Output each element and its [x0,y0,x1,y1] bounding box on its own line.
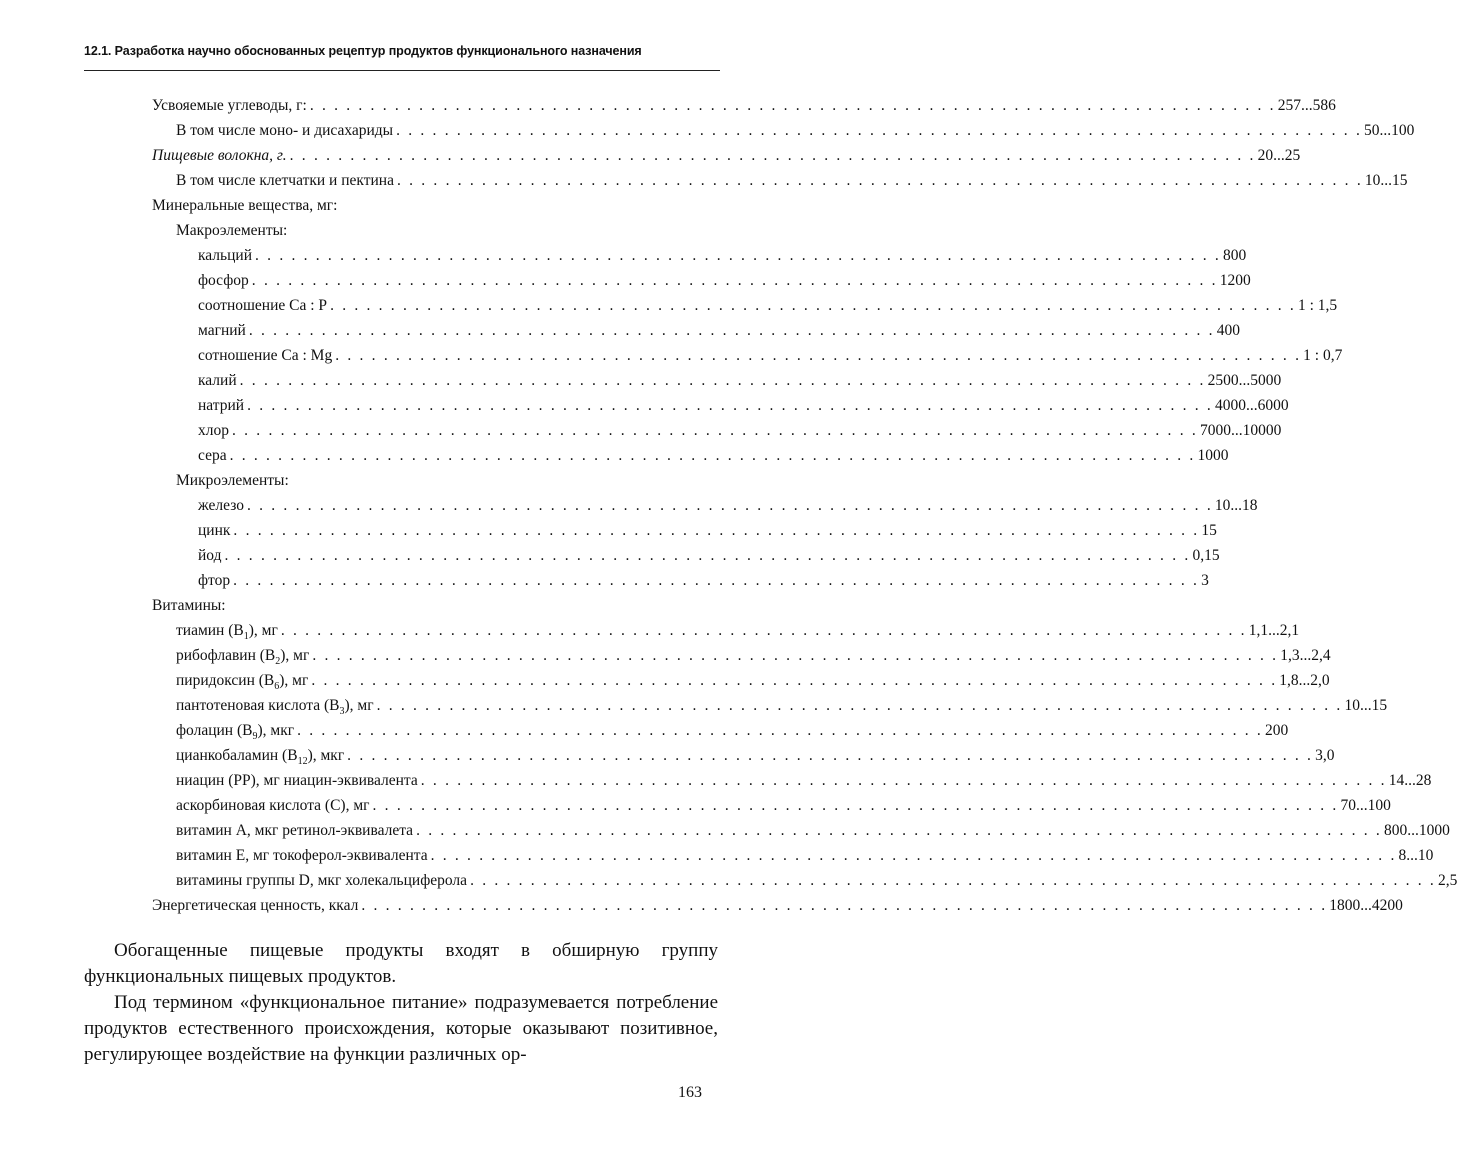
nutrient-row [198,569,1209,593]
nutrient-label: калий [198,372,237,389]
dot-leader: . . . . . . . . . . . . . . . . . . . . . . . . . . . . . . . . . . . . . . . . . . . . . . . . . . . . . . . . . . . . . . . . . . . . . . . . . . . . . . . . [470,872,1436,889]
nutrient-row [198,519,1217,543]
nutrient-row [198,319,1241,343]
nutrient-row [176,794,1391,818]
dot-leader: . . . . . . . . . . . . . . . . . . . . . . . . . . . . . . . . . . . . . . . . . . . . . . . . . . . . . . . . . . . . . . . . . . . . . . . . . . . . . . . . [312,647,1279,664]
nutrient-label: цианкобаламин $(B_{12})$, мкг [176,747,345,768]
nutrient-row [176,694,1388,718]
nutrient-value: 4000...6000 [1215,397,1289,414]
nutrient-row [176,844,1434,868]
nutrient-value: 14...28 [1388,772,1432,789]
nutrient-label: Минеральные вещества, мг: [152,197,338,214]
nutrient-value: 8...10 [1398,847,1434,864]
nutrient-row [176,219,287,243]
nutrient-value: 1,1...2,1 [1248,622,1300,639]
dot-leader: . . . . . . . . . . . . . . . . . . . . . . . . . . . . . . . . . . . . . . . . . . . . . . . . . . . . . . . . . . . . . . . . . . . . . . . . . . . . . . . . [280,622,1247,639]
nutrient-label: Усвояемые углеводы, г: [152,97,307,114]
nutrient-value: 15 [1201,522,1217,539]
nutrient-label: аскорбиновая кислота (C), мг [176,797,370,814]
nutrient-value: 7000...10000 [1199,422,1282,439]
nutrient-row [198,419,1282,443]
dot-leader: . . . . . . . . . . . . . . . . . . . . . . . . . . . . . . . . . . . . . . . . . . . . . . . . . . . . . . . . . . . . . . . . . . . . . . . . . . . . . . . . [232,422,1198,439]
nutrient-value: 0,15 [1192,547,1220,564]
nutrient-label: пиридоксин $(B_6)$, мг [176,672,309,693]
dot-leader: . . . . . . . . . . . . . . . . . . . . . . . . . . . . . . . . . . . . . . . . . . . . . . . . . . . . . . . . . . . . . . . . . . . . . . . . . . . . . . . . [430,847,1397,864]
nutrient-label: фолацин $(B_9)$, мкг [176,722,295,743]
nutrient-label: цинк [198,522,231,539]
nutrient-label: Пищевые волокна, г. [152,147,287,164]
label-suffix: ), мкг [307,747,345,764]
nutrient-row [176,719,1289,743]
paragraph-1 [84,938,718,990]
nutrient-value: 800...1000 [1384,822,1450,839]
dot-leader: . . . . . . . . . . . . . . . . . . . . . . . . . . . . . . . . . . . . . . . . . . . . . . . . . . . . . . . . . . . . . . . . . . . . . . . . . . . . . . . . [416,822,1383,839]
nutrient-value: 1,3...2,4 [1280,647,1331,664]
dot-leader: . . . . . . . . . . . . . . . . . . . . . . . . . . . . . . . . . . . . . . . . . . . . . . . . . . . . . . . . . . . . . . . . . . . . . . . . . . . . . . . . [233,522,1200,539]
label-suffix: ), мг [279,672,309,689]
label-subscript: 9 [252,731,258,743]
nutrient-row [152,194,337,218]
nutrient-row [176,769,1432,793]
dot-leader: . . . . . . . . . . . . . . . . . . . . . . . . . . . . . . . . . . . . . . . . . . . . . . . . . . . . . . . . . . . . . . . . . . . . . . . . . . . . . . . . [372,797,1339,814]
dot-leader: . . . . . . . . . . . . . . . . . . . . . . . . . . . . . . . . . . . . . . . . . . . . . . . . . . . . . . . . . . . . . . . . . . . . . . . . . . . . . . . . [297,722,1264,739]
nutrient-value: 50...100 [1364,122,1415,139]
nutrient-row [176,644,1331,668]
label-suffix: ), мг [280,647,310,664]
nutrient-row [152,94,1336,118]
dot-leader: . . . . . . . . . . . . . . . . . . . . . . . . . . . . . . . . . . . . . . . . . . . . . . . . . . . . . . . . . . . . . . . . . . . . . . . . . . . . . . . . [335,347,1302,364]
nutrient-row [176,169,1408,193]
page-number: 163 [678,1084,702,1101]
nutrient-row [198,344,1343,368]
nutrient-label: фосфор [198,272,249,289]
label-suffix: ), мкг [257,722,295,739]
nutrient-value: 10...18 [1214,497,1258,514]
nutrient-label: натрий [198,397,245,414]
nutrient-value: 257...586 [1277,97,1336,114]
nutrient-row [198,394,1289,418]
nutrient-row [176,469,289,493]
dot-leader: . . . . . . . . . . . . . . . . . . . . . . . . . . . . . . . . . . . . . . . . . . . . . . . . . . . . . . . . . . . . . . . . . . . . . . . . . . . . . . . . [396,172,1363,189]
nutrient-row [176,819,1450,843]
dot-leader: . . . . . . . . . . . . . . . . . . . . . . . . . . . . . . . . . . . . . . . . . . . . . . . . . . . . . . . . . . . . . . . . . . . . . . . . . . . . . . . . [289,147,1256,164]
nutrient-label: витамины группы D, мкг холекальциферола [176,872,468,889]
dot-leader: . . . . . . . . . . . . . . . . . . . . . . . . . . . . . . . . . . . . . . . . . . . . . . . . . . . . . . . . . . . . . . . . . . . . . . . . . . . . . . . . [248,322,1215,339]
dot-leader: . . . . . . . . . . . . . . . . . . . . . . . . . . . . . . . . . . . . . . . . . . . . . . . . . . . . . . . . . . . . . . . . . . . . . . . . . . . . . . . . [239,372,1206,389]
dot-leader: . . . . . . . . . . . . . . . . . . . . . . . . . . . . . . . . . . . . . . . . . . . . . . . . . . . . . . . . . . . . . . . . . . . . . . . . . . . . . . . . [229,447,1196,464]
label-subscript: 1 [243,631,249,643]
nutrient-label: Энергетическая ценность, ккал [152,897,359,914]
nutrient-label: ниацин (PP), мг ниацин-эквивалента [176,772,418,789]
nutrient-value: 3,0 [1315,747,1335,764]
label-subscript: 12 [297,756,308,768]
nutrient-value: 3 [1201,572,1209,589]
paragraph-text: Обогащенные пищевые продукты входят в обширную группу функциональных пищевых продуктов. [84,940,718,987]
nutrient-value: 1 : 0,7 [1303,347,1343,364]
nutrient-label: Макроэлементы: [176,222,288,239]
nutrient-label: магний [198,322,246,339]
nutrient-row [176,869,1457,893]
nutrient-value: 1,8...2,0 [1279,672,1330,689]
dot-leader: . . . . . . . . . . . . . . . . . . . . . . . . . . . . . . . . . . . . . . . . . . . . . . . . . . . . . . . . . . . . . . . . . . . . . . . . . . . . . . . . [247,397,1214,414]
label-suffix: ), мг [248,622,278,639]
dot-leader: . . . . . . . . . . . . . . . . . . . . . . . . . . . . . . . . . . . . . . . . . . . . . . . . . . . . . . . . . . . . . . . . . . . . . . . . . . . . . . . . [420,772,1387,789]
dot-leader: . . . . . . . . . . . . . . . . . . . . . . . . . . . . . . . . . . . . . . . . . . . . . . . . . . . . . . . . . . . . . . . . . . . . . . . . . . . . . . . . [347,747,1314,764]
nutrient-row [176,619,1300,643]
nutrient-row [152,144,1301,168]
paragraph-text: Под термином «функциональное питание» подразумевается потребление продуктов естественного происхождения, которые оказывают позитивное, регулирующее воздействие на функции различных ор- [84,992,718,1065]
nutrient-label: сотношение Ca : Mg [198,347,333,364]
dot-leader: . . . . . . . . . . . . . . . . . . . . . . . . . . . . . . . . . . . . . . . . . . . . . . . . . . . . . . . . . . . . . . . . . . . . . . . . . . . . . . . . [224,547,1191,564]
paragraph-2 [84,990,718,1068]
dot-leader: . . . . . . . . . . . . . . . . . . . . . . . . . . . . . . . . . . . . . . . . . . . . . . . . . . . . . . . . . . . . . . . . . . . . . . . . . . . . . . . . [251,272,1218,289]
nutrient-value: 1 : 1,5 [1298,297,1338,314]
nutrient-value: 2,5 [1438,872,1457,889]
dot-leader: . . . . . . . . . . . . . . . . . . . . . . . . . . . . . . . . . . . . . . . . . . . . . . . . . . . . . . . . . . . . . . . . . . . . . . . . . . . . . . . . [246,497,1213,514]
nutrient-label: В том числе клетчатки и пектина [176,172,394,189]
nutrient-row [198,369,1282,393]
nutrient-value: 800 [1222,247,1247,264]
nutrient-label: йод [198,547,222,564]
nutrient-value: 200 [1265,722,1289,739]
label-subscript: 3 [339,706,345,718]
running-header: 12.1. Разработка научно обоснованных рецептур продуктов функционального назначения [84,44,642,58]
nutrient-label: сера [198,447,227,464]
dot-leader: . . . . . . . . . . . . . . . . . . . . . . . . . . . . . . . . . . . . . . . . . . . . . . . . . . . . . . . . . . . . . . . . . . . . . . . . . . . . . . . . [396,122,1363,139]
nutrient-value: 1800...4200 [1329,897,1403,914]
nutrient-row [176,119,1415,143]
label-subscript: 2 [275,656,281,668]
nutrient-value: 1000 [1197,447,1229,464]
nutrient-label: рибофлавин $(B_2)$, мг [176,647,310,668]
nutrient-value: 2500...5000 [1207,372,1282,389]
nutrient-value: 70...100 [1340,797,1391,814]
nutrient-row [198,269,1251,293]
nutrient-label: витамин E, мг токоферол-эквивалента [176,847,428,864]
header-rule [84,70,720,71]
nutrient-value: 400 [1216,322,1241,339]
nutrient-row [176,669,1330,693]
nutrient-label: Микроэлементы: [176,472,289,489]
nutrient-label: хлор [198,422,229,439]
nutrient-row [176,744,1335,768]
nutrient-value: 10...15 [1344,697,1388,714]
dot-leader: . . . . . . . . . . . . . . . . . . . . . . . . . . . . . . . . . . . . . . . . . . . . . . . . . . . . . . . . . . . . . . . . . . . . . . . . . . . . . . . . [311,672,1278,689]
dot-leader: . . . . . . . . . . . . . . . . . . . . . . . . . . . . . . . . . . . . . . . . . . . . . . . . . . . . . . . . . . . . . . . . . . . . . . . . . . . . . . . . [361,897,1328,914]
nutrient-label: витамин A, мкг ретинол-эквивалета [176,822,414,839]
nutrient-row [198,494,1258,518]
nutrient-label: Витамины: [152,597,226,614]
nutrient-row [198,444,1229,468]
dot-leader: . . . . . . . . . . . . . . . . . . . . . . . . . . . . . . . . . . . . . . . . . . . . . . . . . . . . . . . . . . . . . . . . . . . . . . . . . . . . . . . . [255,247,1221,264]
nutrient-value: 1200 [1219,272,1251,289]
nutrient-row [198,544,1220,568]
nutrient-value: 10...15 [1364,172,1408,189]
nutrient-label: фтор [198,572,231,589]
dot-leader: . . . . . . . . . . . . . . . . . . . . . . . . . . . . . . . . . . . . . . . . . . . . . . . . . . . . . . . . . . . . . . . . . . . . . . . . . . . . . . . . [309,97,1276,114]
label-subscript: 6 [274,681,280,693]
nutrient-row [198,294,1338,318]
nutrient-label: пантотеновая кислота $(B_3)$, мг [176,697,374,718]
nutrient-label: кальций [198,247,253,264]
dot-leader: . . . . . . . . . . . . . . . . . . . . . . . . . . . . . . . . . . . . . . . . . . . . . . . . . . . . . . . . . . . . . . . . . . . . . . . . . . . . . . . . [376,697,1343,714]
nutrient-label: соотношение Ca : P [198,297,328,314]
nutrient-label: В том числе моно- и дисахариды [176,122,394,139]
dot-leader: . . . . . . . . . . . . . . . . . . . . . . . . . . . . . . . . . . . . . . . . . . . . . . . . . . . . . . . . . . . . . . . . . . . . . . . . . . . . . . . . [330,297,1296,314]
nutrient-value: 20...25 [1257,147,1301,164]
dot-leader: . . . . . . . . . . . . . . . . . . . . . . . . . . . . . . . . . . . . . . . . . . . . . . . . . . . . . . . . . . . . . . . . . . . . . . . . . . . . . . . . [233,572,1200,589]
nutrient-row [152,594,226,618]
label-suffix: ), мг [344,697,374,714]
nutrient-label: железо [198,497,244,514]
nutrient-row [198,244,1247,268]
nutrient-label: тиамин $(B_1)$, мг [176,622,278,643]
nutrient-row [152,894,1403,918]
